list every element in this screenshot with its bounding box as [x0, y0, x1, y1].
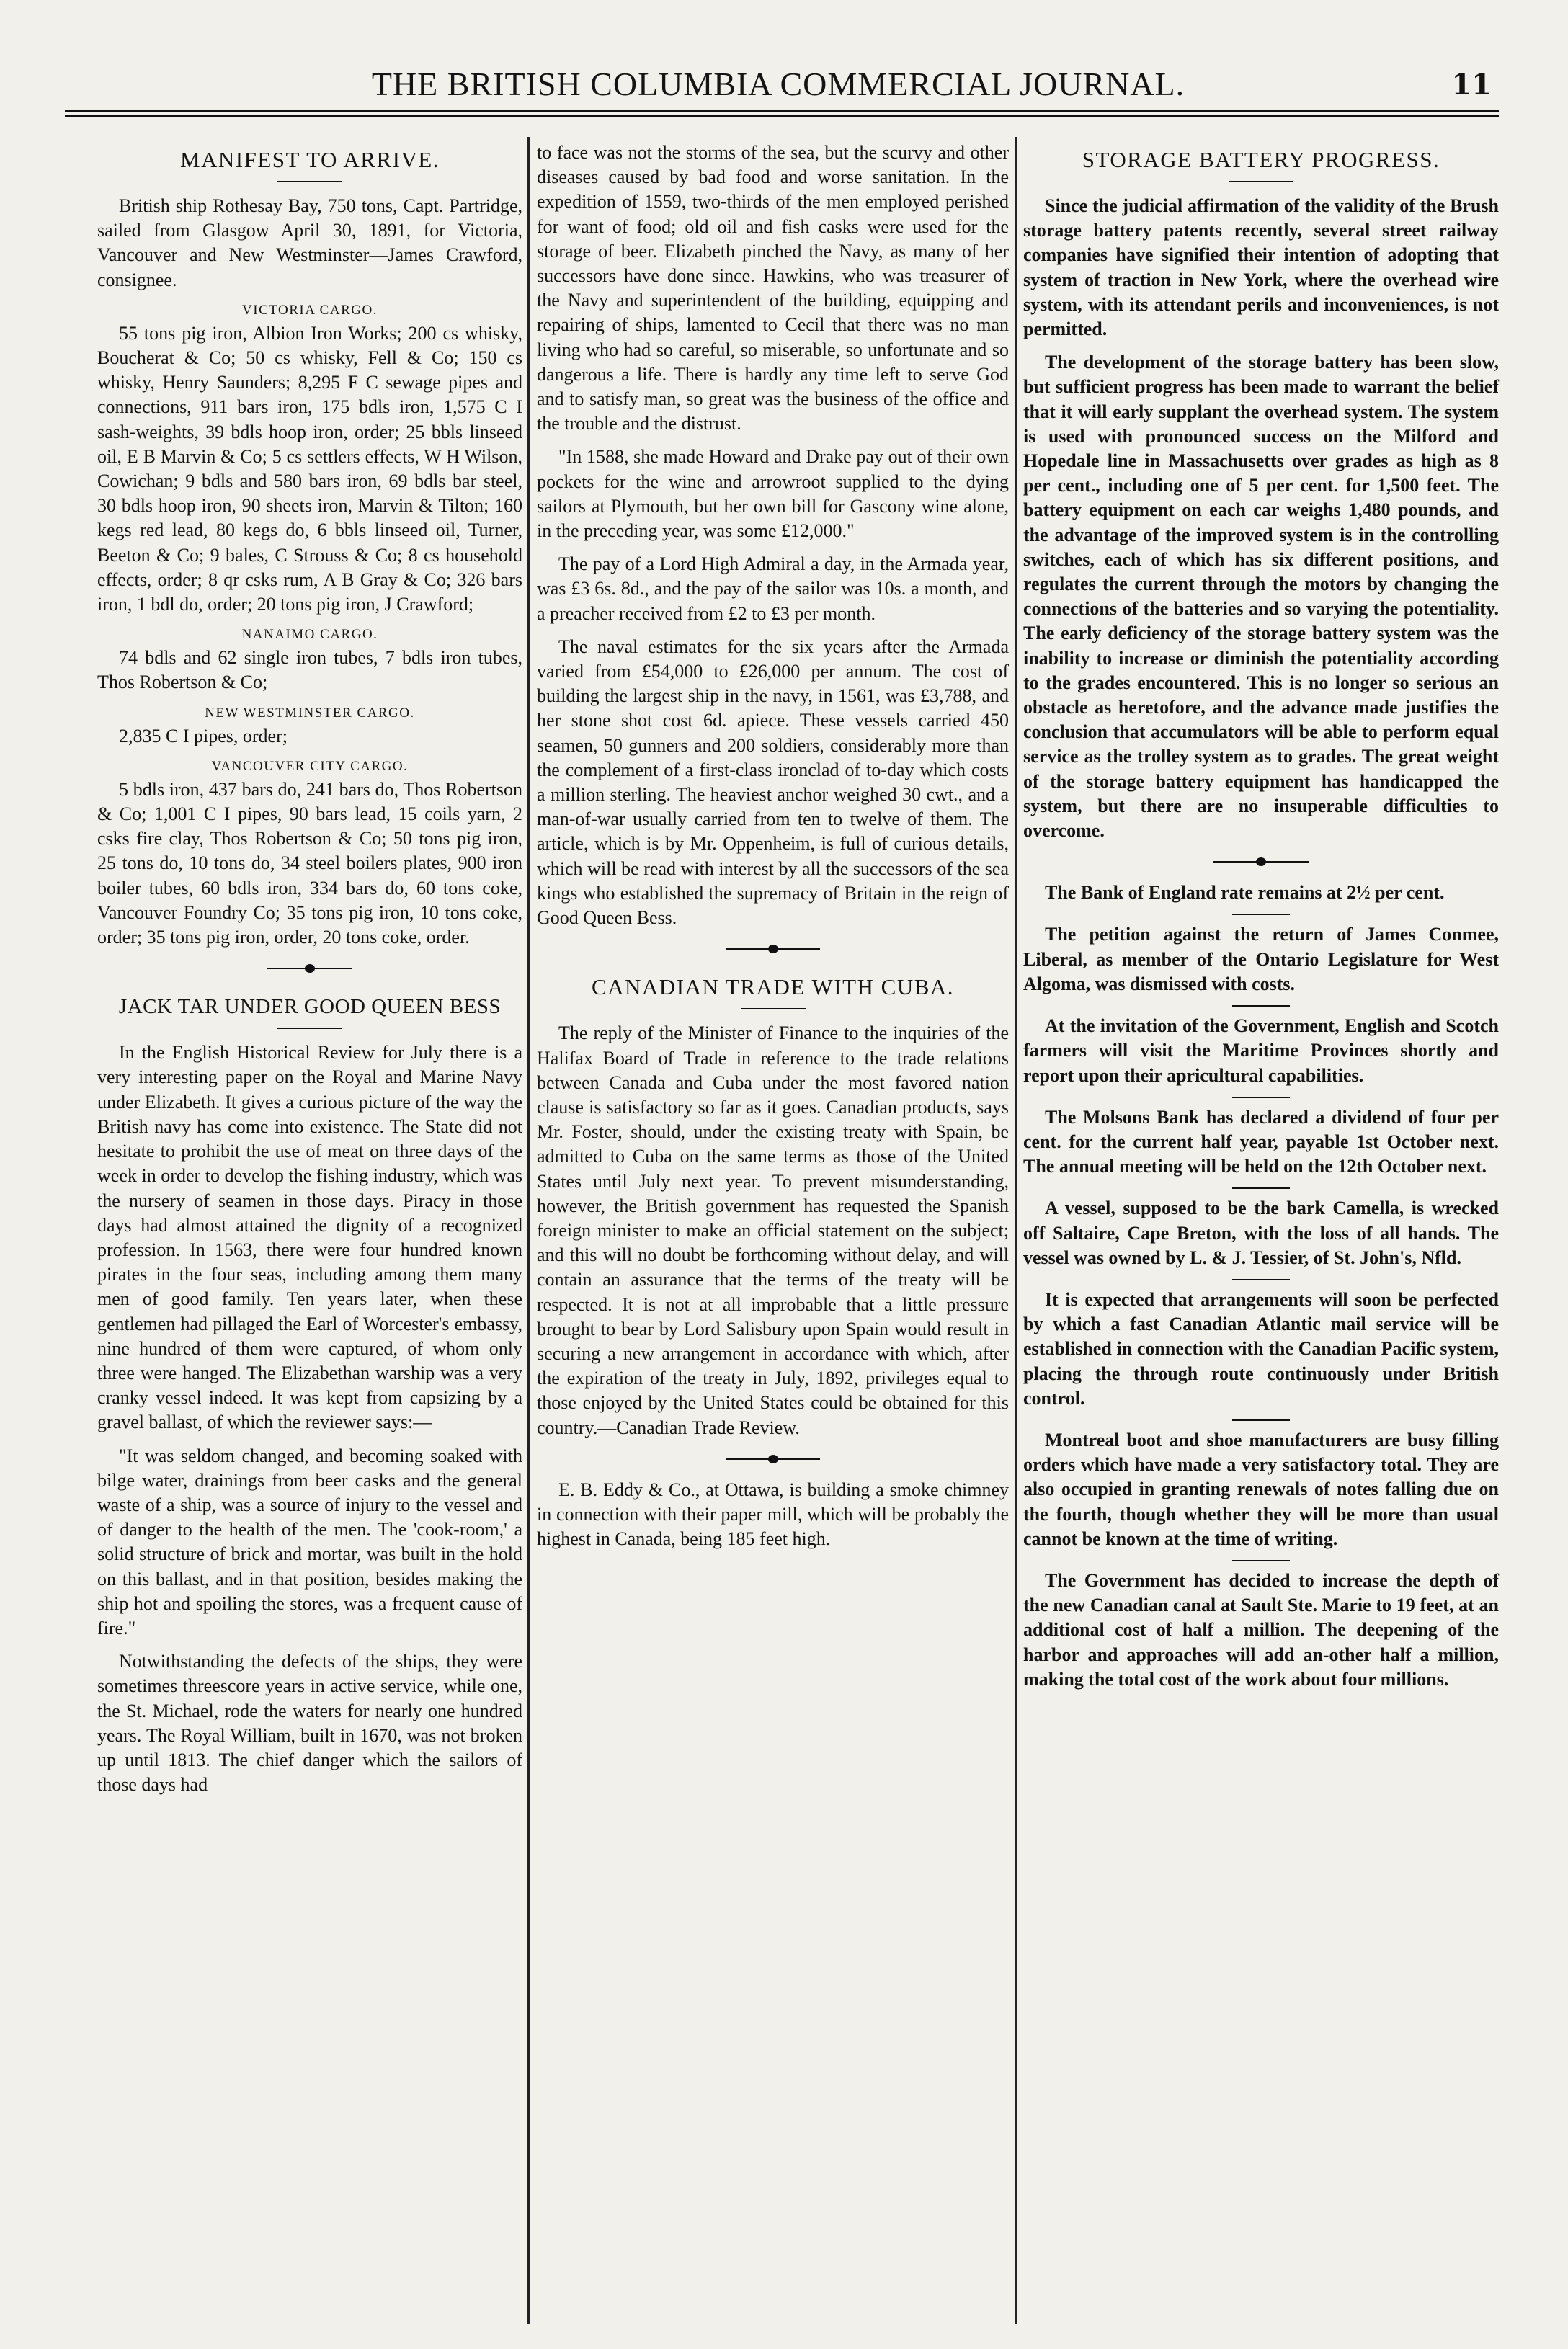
header-rule-bottom — [65, 115, 1499, 117]
news-divider — [1232, 1419, 1290, 1421]
journal-title: THE BRITISH COLUMBIA COMMERCIAL JOURNAL. — [371, 66, 1185, 102]
jack-tar-heading-rule — [277, 1028, 342, 1029]
jack-tar-continued-1: to face was not the storms of the sea, but the scurvy and other diseases caused by bad food and worse sanitation. In the expedition of 1559, two-thirds of the men employed perished for want of food; old oil and fish casks were used for the storage of beer. Elizabeth pinched the Navy, as many of her successors have done since. Hawkins, who was treasurer of the Navy and superintendent of the building, equipping and repairing of ships, lamented to Cecil that there was no man living who had so careful, so miserable, so unfortunate and so dangerous a life. There is hardly any time left to serve God and to satisfy man, so great was the business of the office and the trouble and the distrust. — [537, 142, 1009, 434]
news-item-canal: The Government has decided to increase the depth of the new Canadian canal at Sault Ste. Marie to 19 feet, at an additional cost of half a million. The deepening of the harbor and approaches will add an-other half a million, making the total cost of the work about four millions. — [1023, 1569, 1499, 1690]
news-divider — [1232, 914, 1290, 915]
news-item-bank-rate: The Bank of England rate remains at 2½ per cent. — [1045, 882, 1445, 904]
column-divider-1 — [527, 137, 530, 2324]
storage-battery-heading: STORAGE BATTERY PROGRESS. — [1082, 147, 1440, 172]
news-divider — [1232, 1005, 1290, 1007]
news-item-wreck: A vessel, supposed to be the bark Camella, is wrecked off Saltaire, Cape Breton, with the loss of all hands. The vessel was owned by L. & J. Tessier, of St. John's, Nfld. — [1023, 1198, 1499, 1268]
vancouver-cargo-text: 5 bdls iron, 437 bars do, 241 bars do, Thos Robertson & Co; 1,001 C I pipes, 90 bars lead, 15 coils yarn, 2 csks fire clay, Thos Robertson & Co; 50 tons pig iron, 25 tons do, 10 tons do, 34 steel boilers plates, 900 iron boiler tubes, 60 bdls iron, 334 bars do, 60 tons coke, Vancouver Foundry Co; 35 tons pig iron, 10 tons coke, order; 35 tons pig iron, order, 20 tons coke, order. — [97, 778, 522, 948]
nanaimo-cargo-label: NANAIMO CARGO. — [241, 627, 378, 643]
storage-paragraph-2: The development of the storage battery has been slow, but sufficient progress has been made to warrant the belief that it will early supplant the overhead system. The system is used with pronounced success on the Milford and Hopedale line in Massachusetts over grades as high as 8 per cent., including one of 5 per cent. for 1,500 feet. The battery equipment on each car weighs 1,480 pounds, and the advantage of the improved system is in the controlling switches, each of which has six different positions, and regulates the current through the motors by changing the connections of the batteries and so varying the potentiality. The early deficiency of the storage battery system was the inability to increase or diminish the potentiality according to the grades encountered. This is no longer so serious an obstacle as heretofore, and the advance made justifies the conclusion that accumulators will be able to perform equal service as the trolley system as to grades. The great weight of the storage battery equipment has handicapped the system, but there are no insuperable difficulties to overcome. — [1023, 352, 1499, 842]
victoria-cargo-text: 55 tons pig iron, Albion Iron Works; 200 cs whisky, Boucherat & Co; 50 cs whisky, Fell & Co; 150 cs whisky, Henry Saunders; 8,295 F C sewage pipes and connections, 911 bars iron, 175 bdls iron, 1,575 C I sash-weights, 39 bdls hoop iron, order; 25 bbls linseed oil, E B Marvin & Co; 5 cs settlers effects, W H Wilson, Cowichan; 9 bdls and 580 bars iron, 69 bdls bar steel, 30 bdls hoop iron, 90 sheets iron, Marvin & Tilton; 160 kegs red lead, 80 kegs do, 6 bbls linseed oil, Turner, Beeton & Co; 9 bales, C Strouss & Co; 8 cs household effects, order; 8 qr csks rum, A B Gray & Co; 326 bars iron, 1 bdl do, order; 20 tons pig iron, J Crawford; — [97, 322, 522, 615]
news-divider — [1232, 1187, 1290, 1189]
article-separator — [1023, 852, 1499, 872]
storage-paragraph-1: Since the judicial affirmation of the validity of the Brush storage battery patents recently, several street railway companies have signified their intention of adopting that system of traction in New York, where the overhead wire system, with its attendant perils and inconveniences, is not permitted. — [1023, 195, 1499, 340]
news-divider — [1232, 1097, 1290, 1098]
news-item-molsons: The Molsons Bank has declared a dividend of four per cent. for the current half year, payable 1st October next. The annual meeting will be held on the 12th October next. — [1023, 1106, 1499, 1177]
jack-tar-continued-3: The pay of a Lord High Admiral a day, in the Armada year, was £3 6s. 8d., and the pay of the sailor was 10s. a month, and a preacher received from £2 to £3 per month. — [537, 553, 1009, 624]
jack-tar-continued-2: "In 1588, she made Howard and Drake pay out of their own pockets for the wine and arrowroot supplied to the dying sailors at Plymouth, but her own bill for Gascony wine alone, in the preceding year, was some £12,000." — [537, 446, 1009, 542]
article-separator — [537, 939, 1009, 959]
victoria-cargo-label: VICTORIA CARGO. — [242, 302, 378, 318]
jack-tar-paragraph-1: In the English Historical Review for July there is a very interesting paper on the Royal and Marine Navy under Elizabeth. It gives a curious picture of the way the British navy has come into existence. The State did not hesitate to prohibit the use of meat on three days of the week in order to develop the fishing industry, which was the nursery of seamen in those days. Piracy in those days had almost attained the dignity of a recognized profession. In 1563, there were four hundred known pirates in the four seas, including among them many men of good family. Ten years later, when these gentlemen had pillaged the Earl of Worcester's embassy, nine hundred of them were captured, of whom only three were hanged. The Elizabethan warship was a very cranky vessel indeed. It was kept from capsizing by a gravel ballast, of which the reviewer says:— — [97, 1042, 522, 1433]
manifest-heading-rule — [277, 181, 342, 182]
westminster-cargo-label: NEW WESTMINSTER CARGO. — [205, 705, 415, 721]
header-rule-top — [65, 110, 1499, 112]
cuba-heading-rule — [741, 1008, 806, 1009]
jack-tar-paragraph-3: Notwithstanding the defects of the ships, they were sometimes threescore years in active service, while one, the St. Michael, rode the waters for nearly one hundred years. The Royal William, built in 1670, was not broken up until 1813. The chief danger which the sailors of those days had — [97, 1651, 522, 1796]
news-item-boot-shoe: Montreal boot and shoe manufacturers are busy filling orders which have made a very satisfactory total. They are also occupied in granting renewals of notes falling due on the fourth, though whether they will be more than usual cannot be known at the time of writing. — [1023, 1429, 1499, 1549]
jack-tar-paragraph-2: "It was seldom changed, and becoming soaked with bilge water, drainings from beer casks and the general waste of a ship, was a source of injury to the vessel and of danger to the health of the men. The 'cook-room,' a solid structure of brick and mortar, was built in the hold on this ballast, and in that position, besides making the ship hot and spoiling the stores, was a frequent cause of fire." — [97, 1445, 522, 1639]
column-3 — [1023, 141, 1499, 1701]
column-1 — [97, 141, 522, 1806]
jack-tar-heading: JACK TAR UNDER GOOD QUEEN BESS — [118, 995, 502, 1019]
news-divider — [1232, 1560, 1290, 1561]
page-header — [65, 65, 1492, 108]
column-divider-2 — [1015, 137, 1017, 2324]
article-separator — [537, 1449, 1009, 1469]
column-2 — [537, 141, 1009, 1560]
westminster-cargo-text: 2,835 C I pipes, order; — [119, 725, 288, 746]
manifest-intro: British ship Rothesay Bay, 750 tons, Capt. Partridge, sailed from Glasgow April 30, 1891, for Victoria, Vancouver and New Westminster—James Crawford, consignee. — [97, 195, 522, 290]
vancouver-cargo-label: VANCOUVER CITY CARGO. — [211, 758, 409, 774]
news-item-conmee: The petition against the return of James Conmee, Liberal, as member of the Ontario Legislature for West Algoma, was dismissed with costs. — [1023, 924, 1499, 994]
cuba-heading: CANADIAN TRADE WITH CUBA. — [591, 974, 955, 1000]
page-number: 11 — [1451, 68, 1492, 102]
manifest-heading: MANIFEST TO ARRIVE. — [179, 147, 440, 172]
news-item-farmers: At the invitation of the Government, English and Scotch farmers will visit the Maritime Provinces shortly and report upon their apricultural capabilities. — [1023, 1015, 1499, 1086]
storage-heading-rule — [1229, 181, 1293, 182]
news-item-mail-service: It is expected that arrangements will soon be perfected by which a fast Canadian Atlantic mail service will be established in connection with the Canadian Pacific system, placing the through route continuously under British control. — [1023, 1288, 1499, 1409]
news-divider — [1232, 1279, 1290, 1280]
article-separator — [97, 958, 522, 979]
eddy-item: E. B. Eddy & Co., at Ottawa, is building a smoke chimney in connection with their paper mill, which will be probably the highest in Canada, being 185 feet high. — [537, 1479, 1009, 1550]
cuba-article-text: The reply of the Minister of Finance to the inquiries of the Halifax Board of Trade in reference to the trade relations between Canada and Cuba under the most favored nation clause is satisfactory so far as it goes. Canadian products, says Mr. Foster, should, under the existing treaty with Spain, be admitted to Cuba on the same terms as those of the United States until July next year. To prevent misunderstanding, however, the British government has requested the Spanish foreign minister to make an official statement on the subject; and this will no doubt be forthcoming without delay, and will contain an assurance that the terms of the treaty will be respected. It is not at all improbable that a little pressure brought to bear by Lord Salisbury upon Spain would result in securing a new arrangement in accordance with which, after the expiration of the treaty in July, 1892, privileges equal to those enjoyed by the United States could be obtained for this country.—Canadian Trade Review. — [537, 1022, 1009, 1438]
nanaimo-cargo-text: 74 bdls and 62 single iron tubes, 7 bdls iron tubes, Thos Robertson & Co; — [97, 647, 522, 693]
jack-tar-continued-4: The naval estimates for the six years after the Armada varied from £54,000 to £26,000 per annum. The cost of building the largest ship in the navy, in 1561, was £3,788, and her stone shot cost 6d. apiece. These vessels carried 450 seamen, 50 gunners and 200 soldiers, considerably more than the complement of a first-class ironclad of to-day which costs a million sterling. The heaviest anchor weighed 30 cwt., and a man-of-war usually carried from ten to twelve of them. The article, which is by Mr. Oppenheim, is full of curious details, which will be read with interest by all the successors of the sea kings who established the supremacy of Britain in the reign of Good Queen Bess. — [537, 636, 1009, 929]
